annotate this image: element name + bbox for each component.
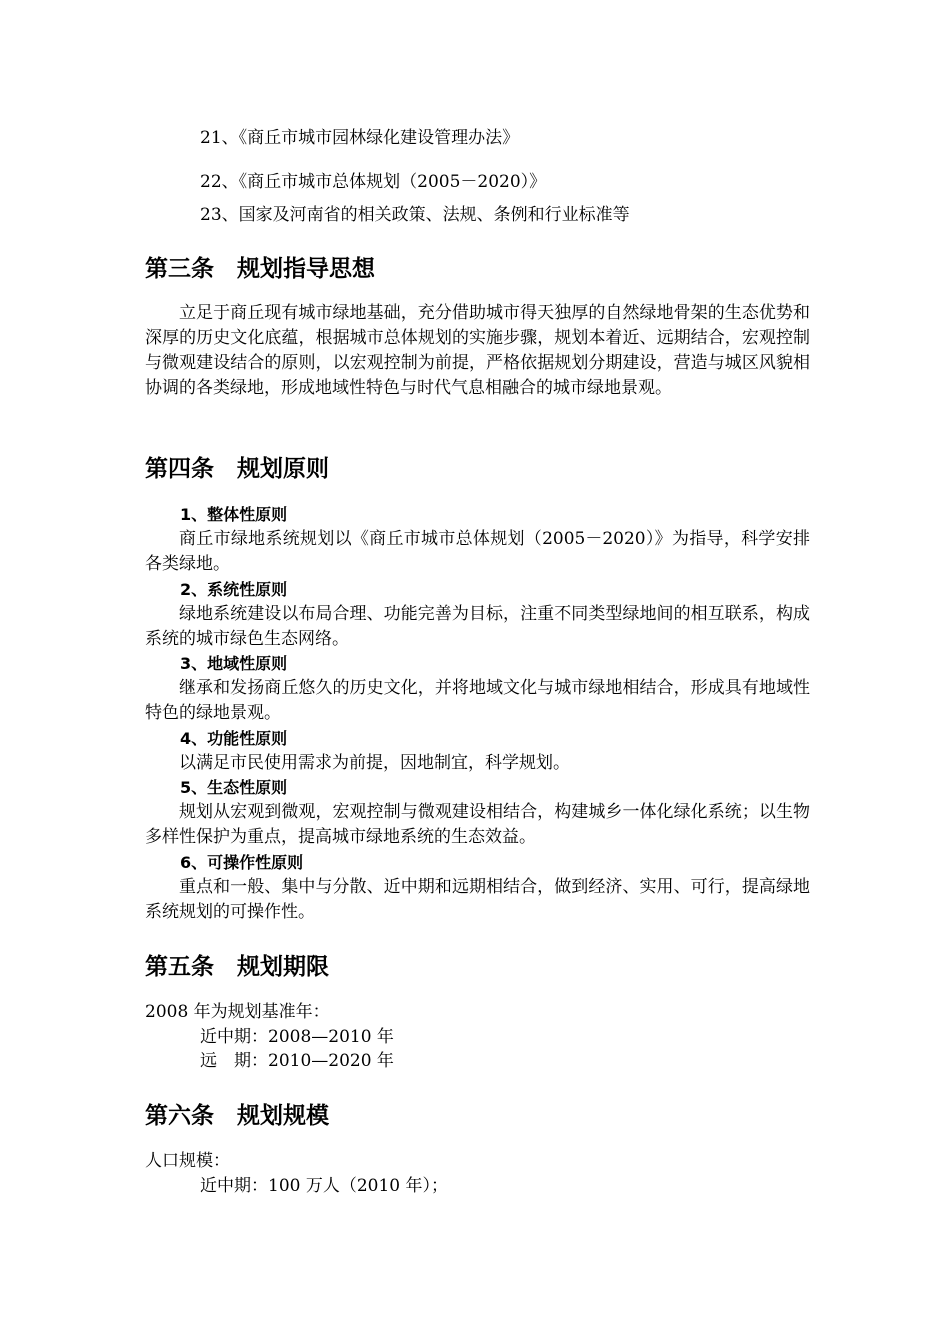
principle-2-body: 绿地系统建设以布局合理、功能完善为目标，注重不同类型绿地间的相互联系，构成系统的城市绿色生态网络。	[145, 604, 810, 649]
long-term-period: 远 期：2010—2020 年	[200, 1051, 394, 1071]
article3-body: 立足于商丘现有城市绿地基础，充分借助城市得天独厚的自然绿地骨架的生态优势和深厚的历史文化底蕴，根据城市总体规划的实施步骤，规划本着近、远期结合，宏观控制与微观建设结合的原则，以宏观控制为前提，严格依据规划分期建设，营造与城区风貌相协调的各类绿地，形成地域性特色与时代气息相融合的城市绿地景观。	[145, 303, 810, 398]
near-term-period: 近中期：2008—2010 年	[200, 1027, 394, 1047]
principle-6-body: 重点和一般、集中与分散、近中期和远期相结合，做到经济、实用、可行，提高绿地系统规划的可操作性。	[145, 877, 810, 922]
article5-title: 第五条 规划期限	[145, 954, 329, 980]
article3-title: 第三条 规划指导思想	[145, 256, 375, 282]
reference-item-21: 21、《商丘市城市园林绿化建设管理办法》	[200, 128, 520, 148]
principle-5-title: 5、生态性原则	[180, 778, 288, 797]
population-label: 人口规模：	[145, 1151, 230, 1171]
principle-4-title: 4、功能性原则	[180, 729, 288, 748]
principle-6-title: 6、可操作性原则	[180, 853, 304, 872]
principle-4-body: 以满足市民使用需求为前提，因地制宜，科学规划。	[179, 753, 570, 773]
reference-item-22: 22、《商丘市城市总体规划（2005－2020）》	[200, 172, 547, 192]
reference-item-23: 23、国家及河南省的相关政策、法规、条例和行业标准等	[200, 205, 630, 225]
principle-3-title: 3、地域性原则	[180, 654, 288, 673]
principle-1-body: 商丘市绿地系统规划以《商丘市城市总体规划（2005－2020）》为指导，科学安排各类绿地。	[145, 529, 810, 574]
principle-5-body: 规划从宏观到微观，宏观控制与微观建设相结合，构建城乡一体化绿化系统；以生物多样性保护为重点，提高城市绿地系统的生态效益。	[145, 802, 810, 847]
principle-1-title: 1、整体性原则	[180, 505, 288, 524]
principle-2-title: 2、系统性原则	[180, 580, 288, 599]
article4-title: 第四条 规划原则	[145, 456, 329, 482]
article6-title: 第六条 规划规模	[145, 1103, 329, 1129]
principle-3-body: 继承和发扬商丘悠久的历史文化，并将地域文化与城市绿地相结合，形成具有地域性特色的绿地景观。	[145, 678, 810, 723]
base-year: 2008 年为规划基准年：	[145, 1002, 330, 1022]
population-near-term: 近中期：100 万人（2010 年）；	[200, 1176, 449, 1196]
